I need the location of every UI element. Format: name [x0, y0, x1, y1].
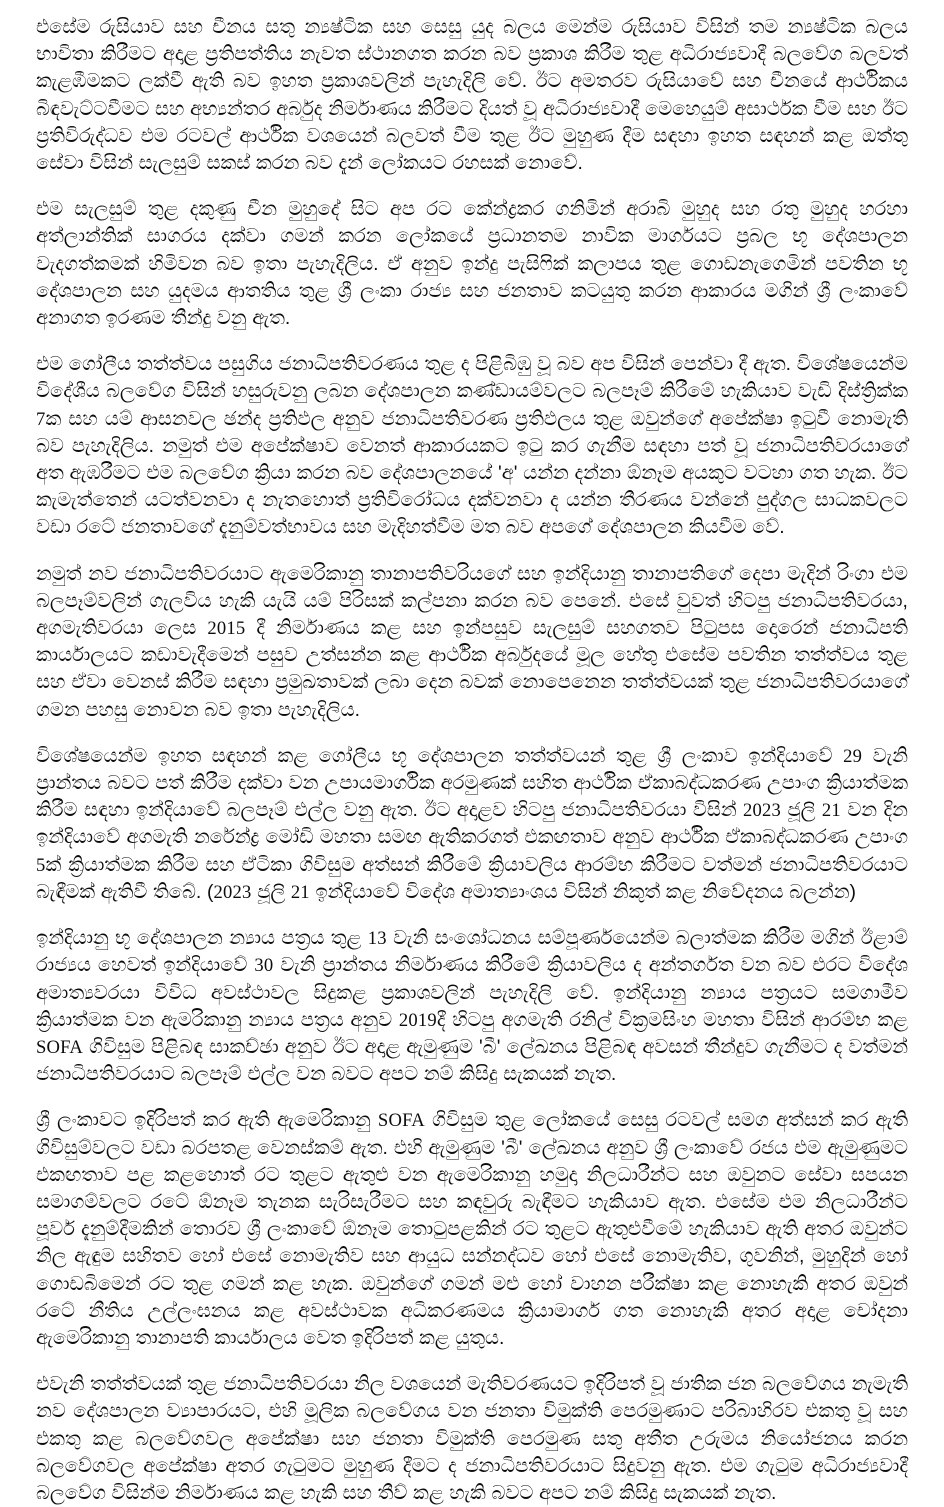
latin-run: 2023 [213, 881, 252, 903]
latin-run: 29 [843, 745, 863, 767]
document-body [36, 14, 908, 1507]
latin-run: 21 [290, 881, 310, 903]
paragraph-3: එම ගෝලීය තත්ත්වය පසුගිය ජනාධිපතිවරණය තුළ ද පිළිබිඹු වූ බව අප විසින් පෙන්වා දී ඇත. විශේෂයෙන්ම විදේශීය බලවේග විසින් හසුරුවනු ලබන දේශපාලන කණ්ඩායම්වලට බලපෑම් කිරීමේ හැකියාව වැඩි දිස්ත්‍රික්ක 7ක සහ යම් ආසනවල ඡන්ද ප්‍රතිඵල අනුව ජනාධිපතිවරණ ප්‍රතිඵලය තුළ ඔවුන්ගේ අපේක්ෂා ඉටුවී නොමැති බව පැහැදිලිය. නමුත් එම අපේක්ෂාව වෙනත් ආකාරයකට ඉටු කර ගැනීම සඳහා පත් වූ ජනාධිපතිවරයාගේ අත ඇඹරීමට එම බලවේග ක්‍රියා කරන බව දේශපාලනයේ 'අ' යන්න දන්නා ඕනෑම අයකුට වටහා ගත හැක. ඊට කැමැත්තෙන් යටත්වනවා ද නැතහොත් ප්‍රතිවිරෝධය දක්වනවා ද යන්න තීරණය වන්නේ පුද්ගල සාධකවලට වඩා රටේ ජනතාවගේ දැනුම්වත්භාවය සහ මැදිහත්වීම මත බව අපගේ දේශපාලන කියවීම වේ. [36, 353, 909, 539]
latin-run: 21 [821, 800, 841, 822]
latin-run: 7 [36, 408, 46, 430]
paragraph-6: ඉන්දියානු භූ දේශපාලන න්‍යාය පත්‍රය තුළ 13 වැනි සංශෝධනය සම්පූර්ණයෙන්ම බලාත්මක කිරීම මගින් ඊළාම් රාජ්‍යය හෙවත් ඉන්දියාවේ 30 වැනි ප්‍රාන්තය නිර්මාණය කිරීමේ ක්‍රියාවලිය ද අන්තර්ගත වන බව එරට විදේශ අමාත්‍යවරයා විවිධ අවස්ථාවල සිදුකළ ප්‍රකාශවලින් පැහැදිලි වේ. ඉන්දියානු න්‍යාය පත්‍රයට සමගාමීව ක්‍රියාත්මක වන ඇමරිකානු න්‍යාය පත්‍රය අනුව 2019දී හිටපු අගමැති රනිල් වික්‍රමසිංහ මහතා විසින් ආරම්භ කළ SOFA ගිවිසුම පිළිබඳ සාකච්ඡා අනුව ඊට අදාළ ඇමුණුම 'බී' ලේඛනය පිළිබඳ අවසන් තීන්දුව ගැනීමට ද වත්මන් ජනාධිපතිවරයාට බලපෑම් එල්ල වන බවට අපට නම් කිසිදු සැකයක් නැත. [36, 927, 909, 1086]
latin-run: 2023 [743, 800, 782, 822]
paragraph-8: එවැනි තත්ත්වයක් තුළ ජනාධිපතිවරයා නිල වශයෙන් මැතිවරණයට ඉදිරිපත් වූ ජාතික ජන බලවේගය නැමැති නව දේශපාලන ව්‍යාපාරයට, එහි මූලික බලවේගය වන ජනතා විමුක්ති පෙරමුණාට පරිබාහිරව එකතු වූ සහ එකතු කළ බලවේගවල අපේක්ෂා සහ ජනතා විමුක්ති පෙරමුණ සතු අතීත උරුමය නියෝජනය කරන බලවේගවල අපේක්ෂා අතර ගැටුමට මුහුණ දීමට ද ජනාධිපතිවරයාට සිදුවනු ඇත. එම ගැටුම අධිරාජ්‍යවාදී බලවේග විසින්ම නිර්මාණය කළ හැකි සහ තීව් කළ හැකි බවට අපට නම් කිසිදු සැකයක් නැත. [36, 1373, 908, 1504]
latin-run: SOFA [377, 1110, 425, 1132]
latin-run: 13 [367, 928, 387, 950]
latin-run: 2015 [207, 618, 246, 640]
latin-run: 2019 [398, 1009, 437, 1031]
paragraph-4: නමුත් නව ජනාධිපතිවරයාට ඇමෙරිකානු තානාපතිවරියගේ සහ ඉන්දියානු තානාපතිගේ දෙපා මැදින් රිංගා එම බලපෑම්වලින් ගැලවිය හැකි යැයි යම් පිරිසක් කල්පනා කරන බව පෙනේ. එසේ වුවත් හිටපු ජනාධිපතිවරයා, අගමැතිවරයා ලෙස 2015 දී නිර්මාණය කළ සහ ඉන්පසුව සැලසුම් සහගතව පිටුපස දොරෙන් ජනාධිපති කාර්යාලයට කඩාවැදීමෙන් පසුව උත්සන්න කළ ආර්ථික අර්බුදයේ මූල හේතු එසේම පවතින තත්ත්වය තුළ සහ ඒවා වෙනස් කිරීම සඳහා ප්‍රමුඛතාවක් ලබා දෙන බවක් නොපෙනෙන තත්ත්වයක් තුළ ජනාධිපතිවරයාගේ ගමන පහසු නොවන බව ඉතා පැහැදිලිය. [36, 562, 908, 721]
latin-run: 5 [36, 854, 46, 876]
paragraph-1: එසේම රුසියාව සහ චීනය සතු න්‍යෂ්ටික සහ සෙසු යුද බලය මෙන්ම රුසියාව විසින් තම න්‍යෂ්ටික බලය භාවිතා කිරීමට අදාළ ප්‍රතිපත්තිය නැවත ස්ථානගත කරන බව ප්‍රකාශ කිරීම තුළ අධිරාජ්‍යවාදී බලවේග බලවත් කැළඹීමකට ලක්වී ඇති බව ඉහත ප්‍රකාශවලින් පැහැදිලි වේ. ඊට අමතරව රුසියාවේ සහ චීනයේ ආර්ථිකය බිඳවැට්ටවීමට සහ අභ්‍යන්තර අර්බුද නිර්මාණය කිරීමට දියත් වූ අධිරාජ්‍යවාදී මෙහෙයුම් අසාර්ථක වීම සහ ඊට ප්‍රතිවිරුද්ධව එම රටවල් ආර්ථික වශයෙන් බලවත් වීම තුළ ඊට මුහුණ දීම සඳහා ඉහත සඳහන් කළ ඔත්තු සේවා විසින් සැලසුම් සකස් කරන බව දැන් ලෝකයට රහසක් නොවේ. [36, 16, 908, 175]
latin-run: SOFA [36, 1036, 83, 1058]
paragraph-7: ශ්‍රී ලංකාවට ඉදිරිපත් කර ඇති ඇමෙරිකානු SOFA ගිවිසුම තුළ ලෝකයේ සෙසු රටවල් සමග අත්සන් කර ඇති ගිවිසුම්වලට වඩා බරපතළ වෙනස්කම් ඇත. එහි ඇමුණුම 'බී' ලේඛනය අනුව ශ්‍රී ලංකාවේ රජය එම ඇමුණුමට එකඟතාව පළ කළහොත් රට තුළට ඇතුළු වන ඇමෙරිකානු හමුදා නිලධාරීන්ට සහ ඔවුනට සේවා සපයන සමාගම්වලට රටේ ඕනෑම තැනක සැරිසැරීමට සහ කඳවුරු බැඳීමට හැකියාව ඇත. එසේම එම නිලධාරීන්ට පූර්ව දැනුම්දීමකින් තොරව ශ්‍රී ලංකාවේ ඕනෑම තොටුපළකින් රට තුළට ඇතුළුවීමේ හැකියාව ඇති අතර ඔවුන්ට නිල ඇඳුම සහිතව හෝ එසේ නොමැතිව සහ ආයුධ සන්නද්ධව හෝ එසේ නොමැතිව, ගුවනින්, මුහුදින් හෝ ගොඩබිමෙන් රට තුළ ගමන් කළ හැක. ඔවුන්ගේ ගමන් මළු හෝ වාහන පරීක්ෂා කළ නොහැකි අතර ඔවුන් රටේ නීතිය උල්ලංඝනය කළ අවස්ථාවක අධිකරණමය ක්‍රියාමාර්ග ගත නොහැකි අතර අදාළ චෝදනා ඇමෙරිකානු තානාපති කාර්යාලය වෙත ඉදිරිපත් කළ යුතුය. [36, 1109, 908, 1349]
latin-run: 30 [254, 955, 274, 977]
paragraph-5: විශේෂයෙන්ම ඉහත සඳහන් කළ ගෝලීය භූ දේශපාලන තත්ත්වයන් තුළ ශ්‍රී ලංකාව ඉන්දියාවේ 29 වැනි ප්‍රාන්තය බවට පත් කිරීම දක්වා වන උපායමාර්ගික අරමුණක් සහිත ආර්ථික ඒකාබද්ධකරණ උපාංග ක්‍රියාත්මක කිරීම සඳහා ඉන්දියාවේ බලපෑම් එල්ල වනු ඇත. ඊට අදාළව හිටපු ජනාධිපතිවරයා විසින් 2023 ජූලි 21 වන දින ඉන්දියාවේ අගමැති නරේන්ද්‍ර මෝඩි මහතා සමඟ ඇතිකරගත් එකඟතාව අනුව ආර්ථික ඒකාබද්ධකරණ උපාංග 5ක් ක්‍රියාත්මක කිරීම සහ ඒටිකා ගිවිසුම අත්සන් කිරීමේ ක්‍රියාවලිය ආරම්භ කිරීමට වත්මන් ජනාධිපතිවරයාට බැඳීමක් ඇතිවී තිබේ. (2023 ජූලි 21 ඉන්දියාවේ විදේශ අමාත්‍යාංශය විසින් නිකුත් කළ නිවේදනය බලන්න) [36, 744, 908, 903]
paragraph-2: එම සැලසුම් තුළ දකුණු චීන මුහුදේ සිට අප රට කේන්ද්‍රකර ගනිමින් අරාබි මුහුද සහ රතු මුහුද හරහා අත්ලාන්තික් සාගරය දක්වා ගමන් කරන ලෝකයේ ප්‍රධානතම නාවික මාර්ගයට ප්‍රබල භූ දේශපාලන වැදගත්කමක් හිමිවන බව ඉතා පැහැදිලිය. ඒ අනුව ඉන්දු පැසිෆික් කලාපය තුළ ගොඩනැගෙමින් පවතින භූ දේශපාලන සහ යුදමය ආතතිය තුළ ශ්‍රී ලංකා රාජ්‍ය සහ ජනතාව කටයුතු කරන ආකාරය මගින් ශ්‍රී ලංකාවේ අනාගත ඉරණම තීන්දු වනු ඇත. [36, 198, 908, 330]
